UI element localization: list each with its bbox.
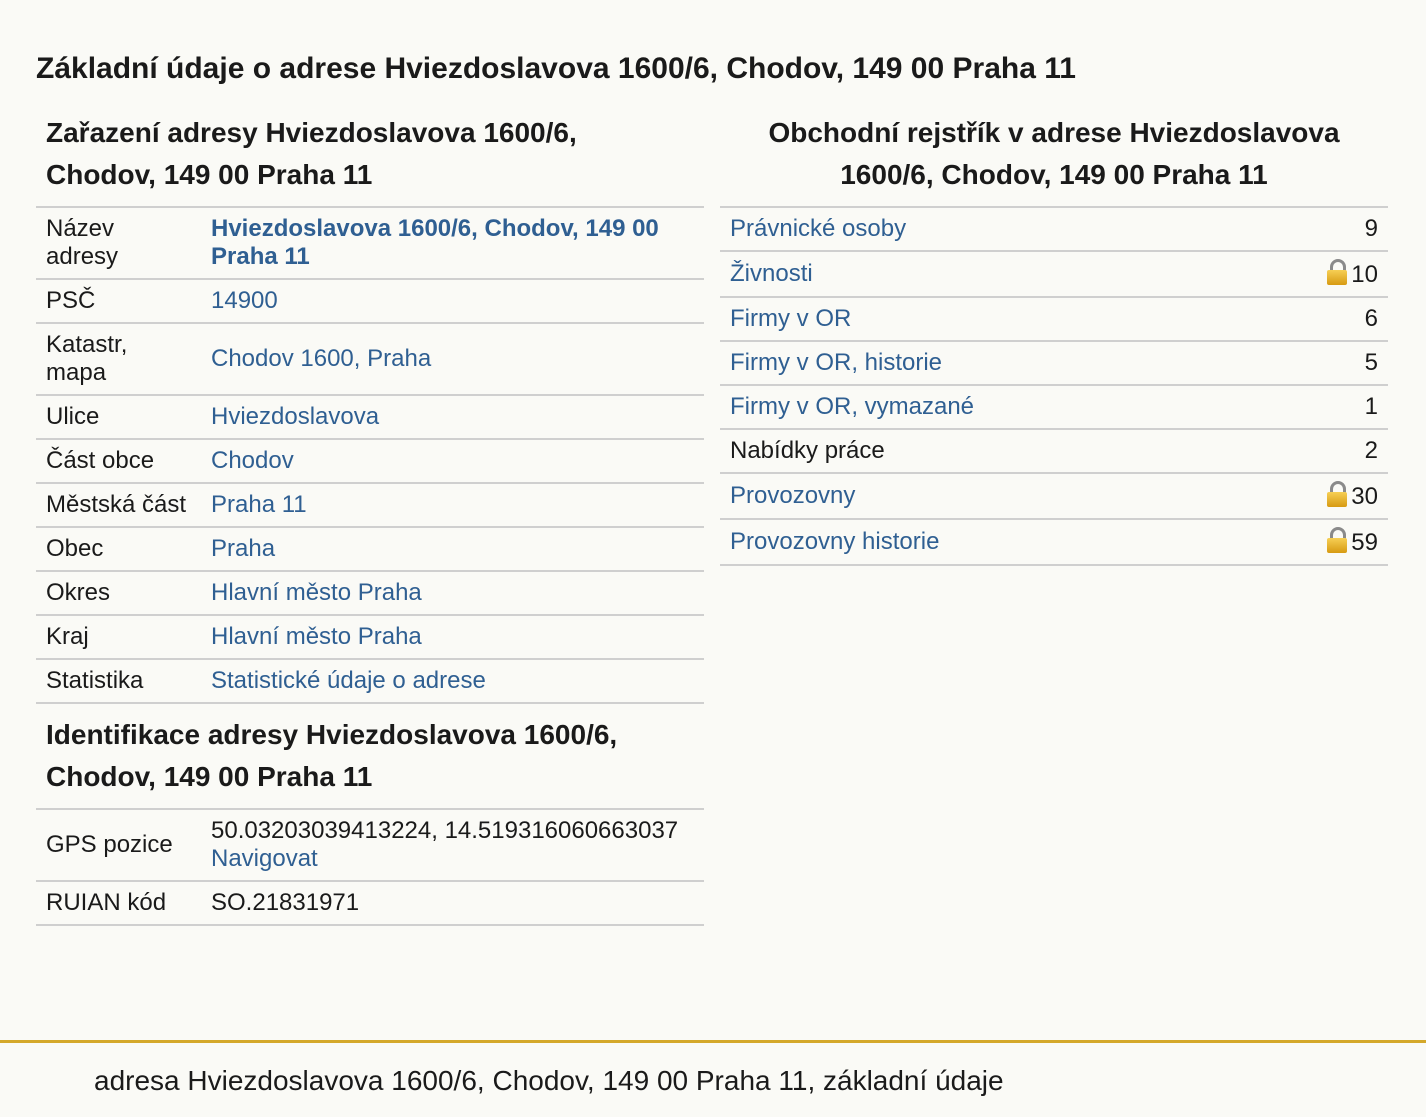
row-count: 1	[1247, 385, 1388, 429]
lock-icon	[1327, 527, 1347, 553]
table-row	[36, 571, 704, 615]
table-row	[36, 207, 704, 279]
table-row	[720, 473, 1388, 519]
lock-icon	[1327, 259, 1347, 285]
row-count: 9	[1247, 207, 1388, 251]
row-count: 10	[1351, 261, 1378, 288]
identification-table	[36, 808, 704, 926]
table-row	[36, 615, 704, 659]
statistics-link[interactable]: Statistické údaje o adrese	[211, 667, 486, 694]
table-row	[36, 659, 704, 703]
footer	[0, 1040, 1426, 1117]
row-count: 2	[1247, 429, 1388, 473]
region-link[interactable]: Hlavní město Praha	[211, 623, 422, 650]
row-label: Katastr, mapa	[36, 323, 201, 395]
address-name-link[interactable]: Hviezdoslavova 1600/6, Chodov, 149 00 Praha 11	[211, 215, 659, 270]
table-row	[36, 483, 704, 527]
row-label: Kraj	[36, 615, 201, 659]
table-row	[720, 385, 1388, 429]
city-district-link[interactable]: Praha 11	[211, 491, 307, 518]
row-label: PSČ	[36, 279, 201, 323]
row-label: Název adresy	[36, 207, 201, 279]
navigate-link[interactable]: Navigovat	[211, 845, 318, 872]
row-label: Část obce	[36, 439, 201, 483]
footer-text: adresa Hviezdoslavova 1600/6, Chodov, 149 00 Praha 11, základní údaje	[94, 1065, 1004, 1096]
identification-heading: Identifikace adresy Hviezdoslavova 1600/6, Chodov, 149 00 Praha 11	[46, 719, 618, 792]
address-info-column	[36, 112, 704, 926]
table-row	[36, 809, 704, 881]
table-row	[36, 279, 704, 323]
table-row	[36, 323, 704, 395]
municipality-part-link[interactable]: Chodov	[211, 447, 294, 474]
street-link[interactable]: Hviezdoslavova	[211, 403, 380, 430]
cadastre-map-link[interactable]: Chodov 1600, Praha	[211, 345, 432, 372]
trades-link[interactable]: Živnosti	[730, 260, 813, 287]
table-row	[36, 881, 704, 925]
companies-or-history-link[interactable]: Firmy v OR, historie	[730, 349, 943, 376]
row-count: 5	[1247, 341, 1388, 385]
row-label: GPS pozice	[36, 809, 201, 881]
establishments-link[interactable]: Provozovny	[730, 482, 856, 509]
row-label: Ulice	[36, 395, 201, 439]
gps-coordinates: 50.03203039413224, 14.519316060663037	[211, 817, 679, 844]
row-label: Statistika	[36, 659, 201, 703]
companies-or-deleted-link[interactable]: Firmy v OR, vymazané	[730, 393, 975, 420]
row-label: Obec	[36, 527, 201, 571]
district-link[interactable]: Hlavní město Praha	[211, 579, 422, 606]
table-row	[36, 527, 704, 571]
lock-icon	[1327, 481, 1347, 507]
row-label: Okres	[36, 571, 201, 615]
table-row	[720, 297, 1388, 341]
registry-table	[720, 206, 1388, 566]
psc-link[interactable]: 14900	[211, 287, 278, 314]
ruian-code: SO.21831971	[201, 881, 704, 925]
table-row	[36, 439, 704, 483]
classification-table	[36, 206, 704, 704]
classification-heading: Zařazení adresy Hviezdoslavova 1600/6, Chodov, 149 00 Praha 11	[46, 117, 577, 190]
table-row	[36, 395, 704, 439]
registry-heading: Obchodní rejstřík v adrese Hviezdoslavova 1600/6, Chodov, 149 00 Praha 11	[768, 117, 1340, 190]
establishments-history-link[interactable]: Provozovny historie	[730, 528, 940, 555]
row-count: 59	[1351, 529, 1378, 556]
registry-column	[720, 112, 1388, 566]
table-row	[720, 519, 1388, 565]
table-row	[720, 429, 1388, 473]
row-count: 30	[1351, 483, 1378, 510]
row-label: RUIAN kód	[36, 881, 201, 925]
companies-or-link[interactable]: Firmy v OR	[730, 305, 852, 332]
municipality-link[interactable]: Praha	[211, 535, 276, 562]
legal-entities-link[interactable]: Právnické osoby	[730, 215, 907, 242]
table-row	[720, 341, 1388, 385]
table-row	[720, 251, 1388, 297]
row-label: Městská část	[36, 483, 201, 527]
page-title: Základní údaje o adrese Hviezdoslavova 1600/6, Chodov, 149 00 Praha 11	[36, 52, 1076, 85]
job-offers-label: Nabídky práce	[720, 429, 1247, 473]
table-row	[720, 207, 1388, 251]
row-count: 6	[1247, 297, 1388, 341]
